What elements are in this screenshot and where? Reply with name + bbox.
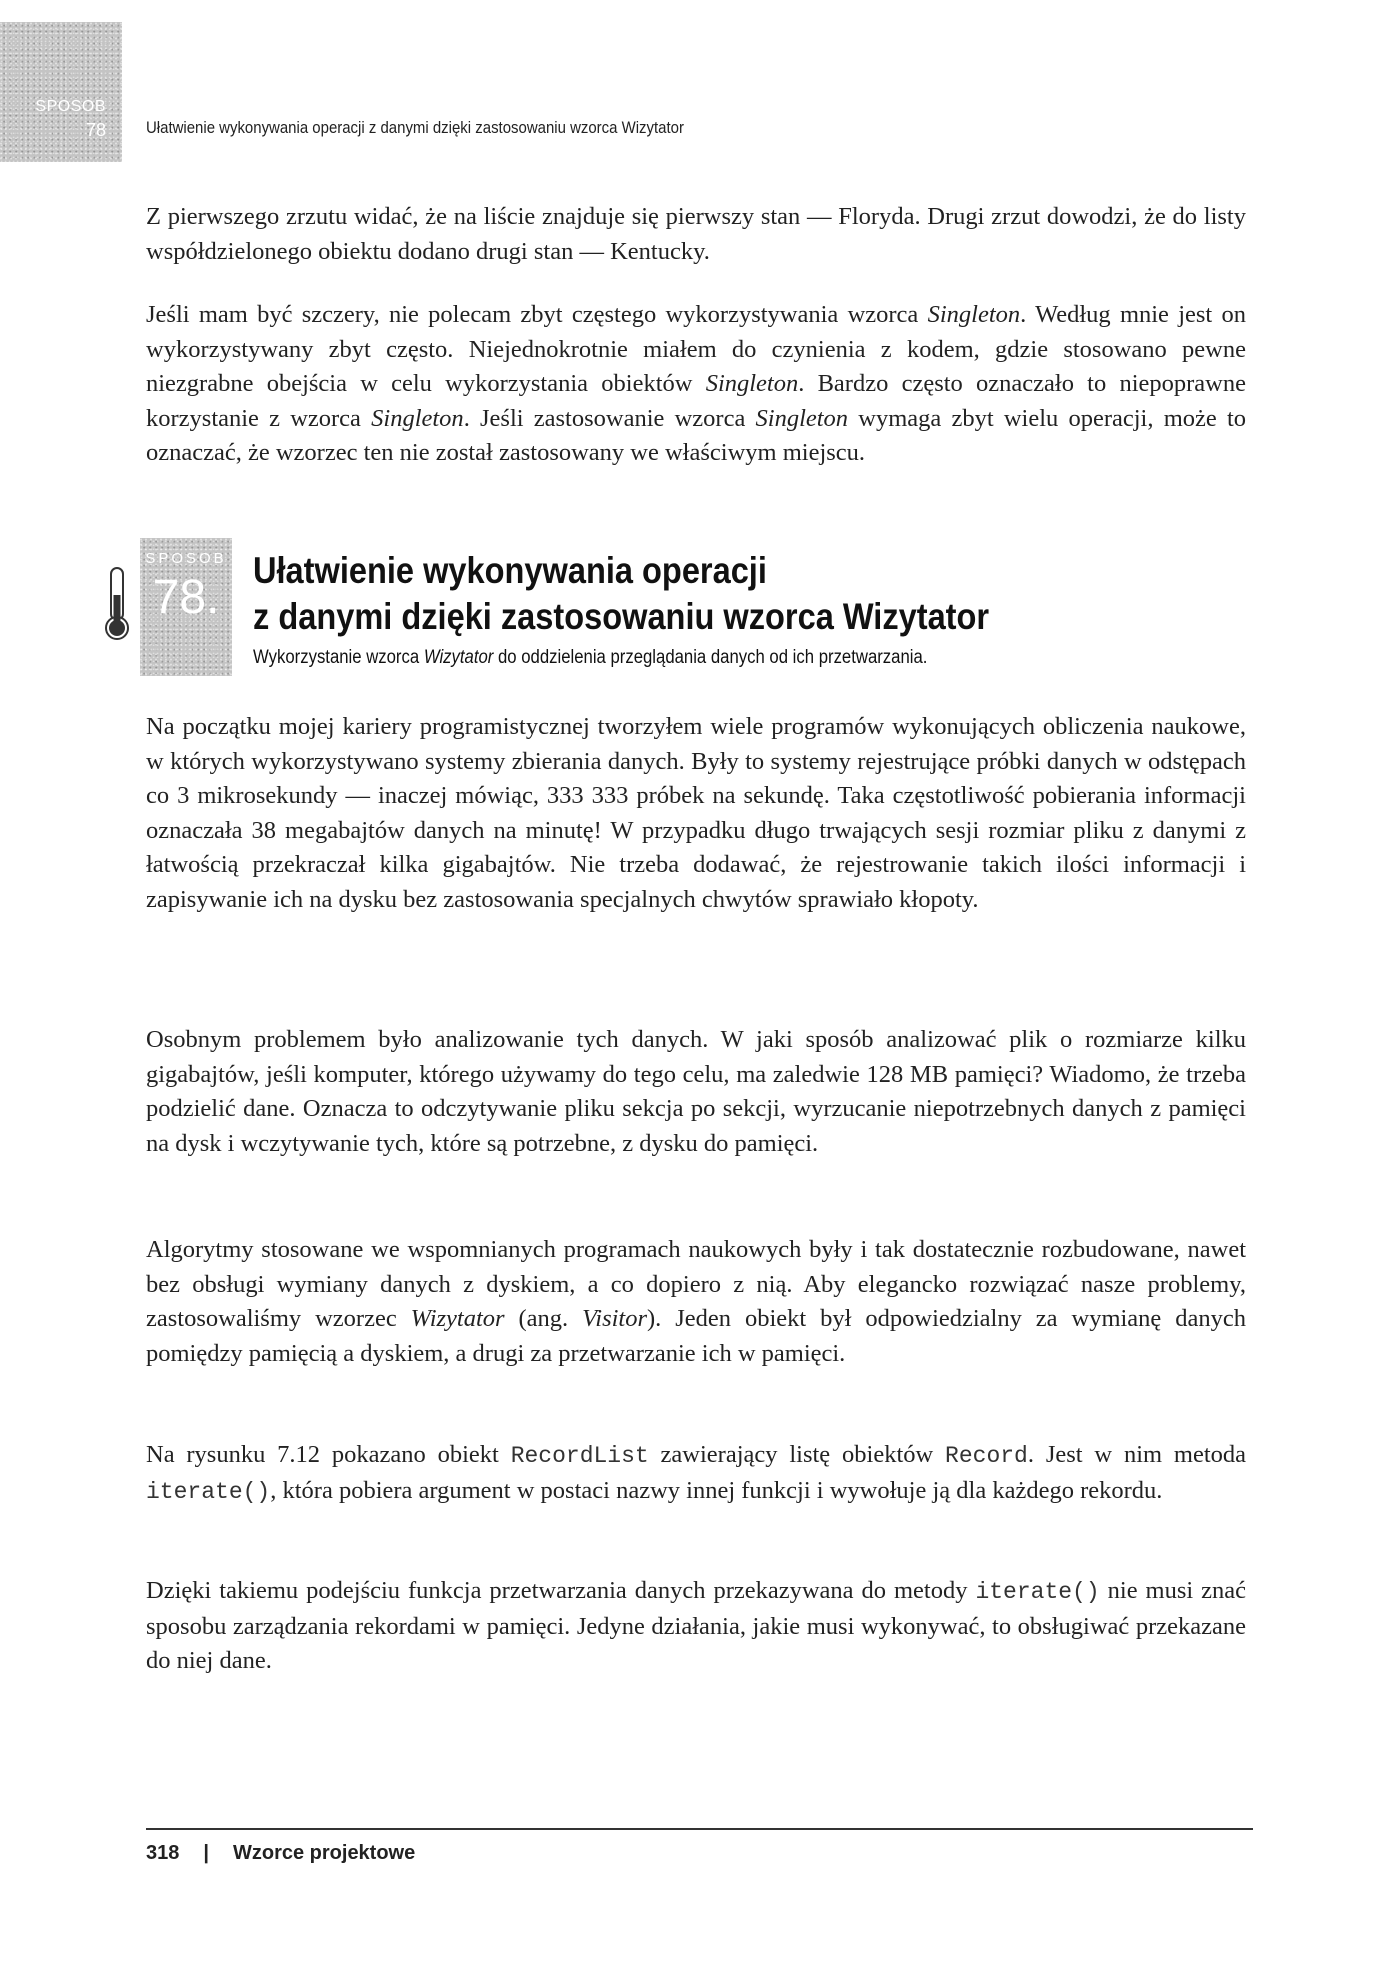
footer-separator: |	[203, 1842, 209, 1864]
section-subtitle	[253, 647, 927, 669]
section-title-line-2: z danymi dzięki zastosowaniu wzorca Wizytator	[253, 596, 990, 637]
page-footer	[146, 1842, 415, 1865]
body-paragraph-5	[146, 1574, 1246, 1679]
text-run: nie musi znać sposobu zarządzania rekordami w pamięci. Jedyne działania, jakie musi wykonywać, to obsługiwać przekazane do niej dane.	[146, 1577, 1247, 1674]
text-run: Na rysunku 7.12 pokazano obiekt	[146, 1441, 511, 1468]
text-run: (ang.	[504, 1305, 583, 1332]
italic-term: Singleton	[927, 301, 1021, 328]
text-run: . Według mnie jest on wykorzystywany zbyt często. Niejednokrotnie miałem do czynienia z kodem, gdzie stosowano pewne niezgrabne obejścia w celu wykorzystania obiektów	[146, 301, 1246, 397]
text-run: . Bardzo często oznaczało to niepoprawne korzystanie z wzorca	[146, 370, 1246, 432]
body-paragraph-2: Osobnym problemem było analizowanie tych danych. W jaki sposób analizować plik o rozmiarze kilku gigabajtów, jeśli komputer, którego używamy do tego celu, ma zaledwie 128 MB pamięci? Wiadomo, że trzeba podzielić dane. Oznacza to odczytywanie pliku sekcja po sekcji, wyrzucanie niepotrzebnych danych z pamięci na dysk i wczytywanie tych, które są potrzebne, z dysku do pamięci.	[146, 1026, 1246, 1157]
italic-term: Singleton	[705, 370, 799, 397]
intro-paragraph-2	[146, 298, 1246, 471]
book-title: Wzorce projektowe	[232, 1842, 416, 1864]
text-run: Wykorzystanie wzorca	[253, 647, 424, 668]
text-run: do oddzielenia przeglądania danych od ich przetwarzania.	[493, 647, 928, 668]
text-run: Dzięki takiemu podejściu funkcja przetwarzania danych przekazywana do metody	[146, 1577, 976, 1604]
text-run: , która pobiera argument w postaci nazwy innej funkcji i wywołuje ją dla każdego rekordu.	[270, 1476, 1163, 1504]
text-run: ). Jeden obiekt był odpowiedzialny za wymianę danych pomiędzy pamięcią a dyskiem, a drugi za przetwarzanie ich w pamięci.	[146, 1305, 1246, 1367]
text-run: wymaga zbyt wielu operacji, może to oznaczać, że wzorzec ten nie został zastosowany we właściwym miejscu.	[146, 404, 1247, 466]
italic-term: Singleton	[755, 404, 849, 432]
page-number: 318	[146, 1842, 180, 1864]
body-paragraph-3	[146, 1233, 1246, 1371]
running-header-title: Ułatwienie wykonywania operacji z danymi dzięki zastosowaniu wzorca Wizytator	[146, 118, 684, 137]
italic-term: Wizytator	[423, 647, 494, 668]
italic-term: Visitor	[582, 1305, 647, 1332]
intro-paragraph-1: Z pierwszego zrzutu widać, że na liście znajduje się pierwszy stan — Floryda. Drugi zrzut dowodzi, że do listy współdzielonego obiektu dodano drugi stan — Kentucky.	[146, 203, 1246, 265]
code-term: iterate()	[146, 1478, 271, 1505]
thermometer-icon	[102, 565, 132, 645]
header-tab-number: 78	[85, 120, 106, 140]
text-run: Algorytmy stosowane we wspomnianych programach naukowych były i tak dostatecznie rozbudowane, nawet bez obsługi wymiany danych z dyskiem, a co dopiero z nią. Aby elegancko rozwiązać nasze problemy, zastosowaliśmy wzorzec	[146, 1236, 1246, 1332]
header-sposob-tab	[0, 22, 122, 162]
text-run: Jeśli mam być szczery, nie polecam zbyt częstego wykorzystywania wzorca	[146, 301, 928, 328]
section-badge-number: 78.	[152, 571, 220, 624]
italic-term: Singleton	[371, 404, 464, 432]
text-run: . Jest w nim metoda	[1027, 1441, 1247, 1468]
section-badge-label: SPOSOB	[145, 550, 227, 567]
italic-term: Wizytator	[410, 1305, 505, 1332]
section-title	[253, 548, 989, 640]
text-run: . Jeśli zastosowanie wzorca	[463, 404, 756, 432]
body-paragraph-1: Na początku mojej kariery programistycznej tworzyłem wiele programów wykonujących obliczenia naukowe, w których wykorzystywano systemy zbierania danych. Były to systemy rejestrujące próbki danych w odstępach co 3 mikrosekundy — inaczej mówiąc, 333 333 próbek na sekundę. Taka częstotliwość pobierania informacji oznaczała 38 megabajtów danych na minutę! W przypadku długo trwających sesji rozmiar pliku z danymi z łatwością przekraczał kilka gigabajtów. Nie trzeba dodawać, że rejestrowanie takich ilości informacji i zapisywanie ich na dysku bez zastosowania specjalnych chwytów sprawiało kłopoty.	[146, 713, 1246, 913]
code-term: iterate()	[975, 1579, 1100, 1605]
section-title-line-1: Ułatwienie wykonywania operacji	[253, 550, 767, 591]
section-sposob-badge	[140, 538, 232, 676]
footer-rule	[146, 1828, 1253, 1830]
text-run: zawierający listę obiektów	[648, 1441, 946, 1468]
code-term: Record	[945, 1443, 1028, 1469]
header-tab-label: SPOSOB	[35, 98, 106, 115]
body-paragraph-4	[146, 1438, 1246, 1509]
code-term: RecordList	[510, 1443, 649, 1469]
